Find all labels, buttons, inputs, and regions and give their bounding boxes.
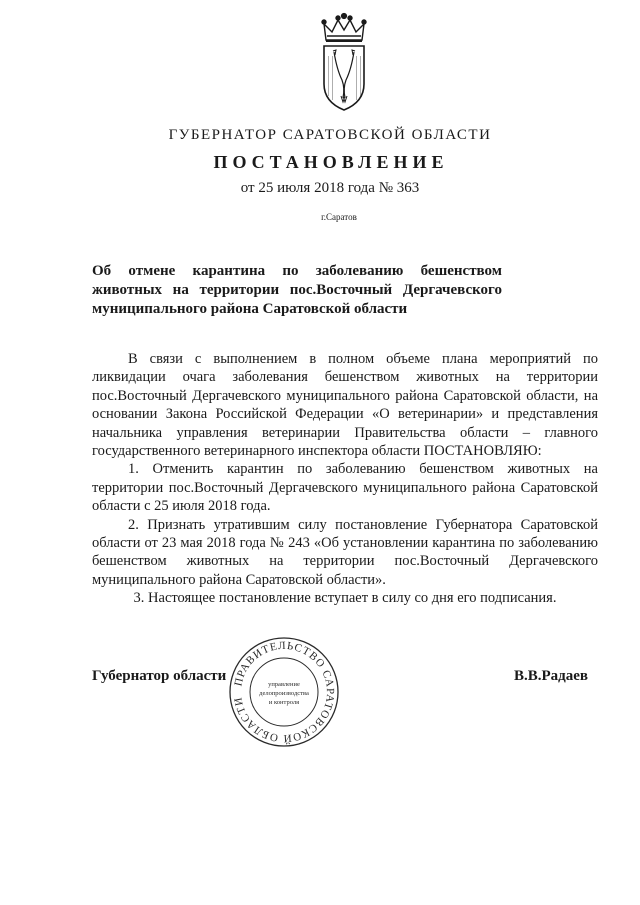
stamp-outer-text: ПРАВИТЕЛЬСТВО САРАТОВСКОЙ ОБЛАСТИ [232,639,337,745]
document-date-number: от 25 июля 2018 года № 363 [240,180,420,196]
body-item-1: 1. Отменить карантин по заболеванию бешенством животных на территории пос.Восточный Дергачевского муниципального района Саратовской области с 25 июля 2018 года. [92,461,598,515]
preamble-paragraph: В связи с выполнением в полном объеме плана мероприятий по ликвидации очага заболевания бешенством животных на территории пос.Восточный Дергачевского муниципального района Саратовской области, на основании Закона Российской Федерации «О ветеринарии» и представления начальника управления ветеринарии Правительства области – главного государственного ветеринарного инспектора области ПОСТАНОВЛЯЮ: [92,351,598,460]
document-subject: Об отмене карантина по заболеванию бешенством животных на территории пос.Восточный Дергачевского муниципального района Саратовской области [92,263,502,317]
document-city: г.Саратов [321,212,357,222]
signatory-role: Губернатор области [92,668,227,684]
issuing-authority: ГУБЕРНАТОР САРАТОВСКОЙ ОБЛАСТИ [168,127,492,143]
official-stamp [228,636,340,748]
body-item-2: 2. Признать утратившим силу постановление Губернатора Саратовской области от 23 мая 2018 года № 243 «Об установлении карантина по заболеванию бешенством животных на территории пос.Восточный Дергачевского муниципального района Саратовской области». [92,516,598,588]
stamp-inner-line-1: управление [268,681,300,688]
document-body [92,350,598,608]
saratov-coat-of-arms-icon [312,10,376,114]
stamp-inner-line-2: делопроизводства [259,690,309,697]
body-item-3: 3. Настоящее постановление вступает в силу со дня его подписания. [133,590,557,607]
signatory-name: В.В.Радаев [514,668,589,684]
document-type-title: ПОСТАНОВЛЕНИЕ [213,152,449,172]
stamp-inner-line-3: и контроля [268,699,300,706]
